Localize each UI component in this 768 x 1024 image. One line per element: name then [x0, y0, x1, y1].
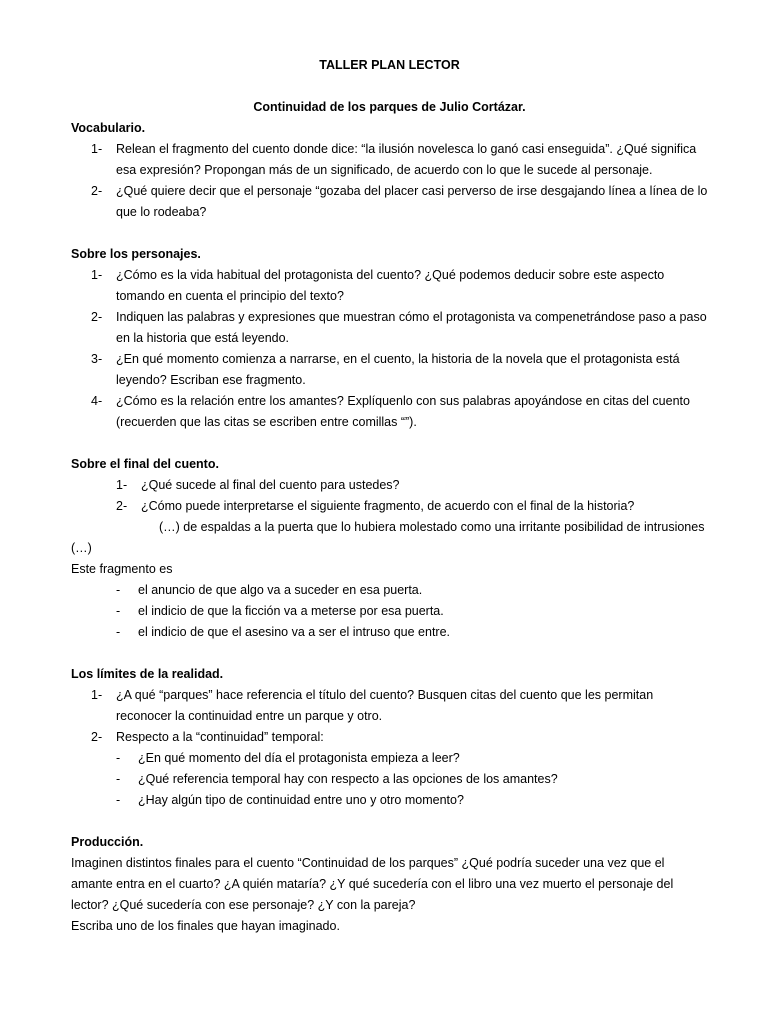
- section-heading: Producción.: [71, 835, 144, 849]
- sub-question-text: ¿Qué referencia temporal hay con respecto a las opciones de los amantes?: [138, 772, 558, 786]
- sub-question: [71, 748, 708, 769]
- list-item: [71, 265, 708, 307]
- dash-marker: -: [116, 625, 121, 639]
- list-item: [71, 139, 708, 181]
- dash-marker: -: [116, 793, 121, 807]
- item-text: Relean el fragmento del cuento donde dice: “la ilusión novelesca lo ganó casi enseguida”. ¿Qué significa esa expresión? Propongan más de un significado, de acuerdo con lo que le sucede al personaje.: [116, 142, 697, 177]
- story-quote: (…) de espaldas a la puerta que lo hubiera molestado como una irritante posibilidad de intrusiones (…): [71, 520, 705, 555]
- item-text: ¿Cómo es la relación entre los amantes? Explíquenlo con sus palabras apoyándose en citas del cuento (recuerden que las citas se escriben entre comillas “”).: [116, 394, 690, 429]
- section-produccion: [71, 832, 708, 937]
- option-text: el indicio de que el asesino va a ser el intruso que entre.: [138, 625, 450, 639]
- item-number: 1-: [91, 142, 103, 156]
- list-item: [71, 391, 708, 433]
- dash-marker: -: [116, 772, 121, 786]
- section-personajes: [71, 244, 708, 433]
- item-number: 2-: [116, 499, 128, 513]
- item-number: 1-: [116, 478, 128, 492]
- production-closing: Escriba uno de los finales que hayan imaginado.: [71, 919, 340, 933]
- dash-marker: -: [116, 604, 121, 618]
- dash-marker: -: [116, 751, 121, 765]
- section-heading: Vocabulario.: [71, 121, 146, 135]
- item-number: 1-: [91, 688, 103, 702]
- list-item: [71, 349, 708, 391]
- option-item: [71, 580, 708, 601]
- list-item: [71, 685, 708, 727]
- sub-question-text: ¿Hay algún tipo de continuidad entre uno y otro momento?: [138, 793, 464, 807]
- item-number: 1-: [91, 268, 103, 282]
- item-text: Respecto a la “continuidad” temporal:: [116, 730, 324, 744]
- section-final: [71, 454, 708, 643]
- section-vocabulario: [71, 118, 708, 223]
- list-item: [71, 496, 708, 517]
- item-text: Indiquen las palabras y expresiones que muestran cómo el protagonista va compenetrándose paso a paso en la historia que está leyendo.: [116, 310, 707, 345]
- option-text: el indicio de que la ficción va a meterse por esa puerta.: [138, 604, 444, 618]
- item-text: ¿Qué sucede al final del cuento para ustedes?: [141, 478, 400, 492]
- document-subtitle: Continuidad de los parques de Julio Cortázar.: [253, 100, 526, 114]
- item-number: 2-: [91, 730, 103, 744]
- list-item: [71, 475, 708, 496]
- section-limites: [71, 664, 708, 811]
- section-heading: Los límites de la realidad.: [71, 667, 224, 681]
- sub-question-text: ¿En qué momento del día el protagonista empieza a leer?: [138, 751, 460, 765]
- production-prompt: Imaginen distintos finales para el cuento “Continuidad de los parques” ¿Qué podría suceder una vez que el amante entra en el cuarto? ¿A quién mataría? ¿Y qué sucedería con el libro una vez muerto el personaje del lector? ¿Qué sucedería con ese personaje? ¿Y con la pareja?: [71, 856, 674, 912]
- item-text: ¿Cómo es la vida habitual del protagonista del cuento? ¿Qué podemos deducir sobre este aspecto tomando en cuenta el principio del texto?: [116, 268, 665, 303]
- item-number: 2-: [91, 184, 103, 198]
- sub-question: [71, 790, 708, 811]
- item-text: ¿A qué “parques” hace referencia el título del cuento? Busquen citas del cuento que les permitan reconocer la continuidad entre un parque y otro.: [116, 688, 654, 723]
- list-item: [71, 727, 708, 748]
- item-number: 2-: [91, 310, 103, 324]
- list-item: [71, 181, 708, 223]
- item-text: ¿Cómo puede interpretarse el siguiente fragmento, de acuerdo con el final de la historia?: [141, 499, 635, 513]
- sub-question: [71, 769, 708, 790]
- item-number: 3-: [91, 352, 103, 366]
- option-item: [71, 622, 708, 643]
- section-heading: Sobre los personajes.: [71, 247, 201, 261]
- option-text: el anuncio de que algo va a suceder en esa puerta.: [138, 583, 423, 597]
- item-text: ¿Qué quiere decir que el personaje “gozaba del placer casi perverso de irse desgajando línea a línea de lo que lo rodeaba?: [116, 184, 708, 219]
- dash-marker: -: [116, 583, 121, 597]
- section-heading: Sobre el final del cuento.: [71, 457, 219, 471]
- fragment-lead: Este fragmento es: [71, 562, 173, 576]
- item-text: ¿En qué momento comienza a narrarse, en el cuento, la historia de la novela que el protagonista está leyendo? Escriban ese fragmento.: [116, 352, 680, 387]
- list-item: [71, 307, 708, 349]
- option-item: [71, 601, 708, 622]
- item-number: 4-: [91, 394, 103, 408]
- document-title: TALLER PLAN LECTOR: [319, 58, 460, 72]
